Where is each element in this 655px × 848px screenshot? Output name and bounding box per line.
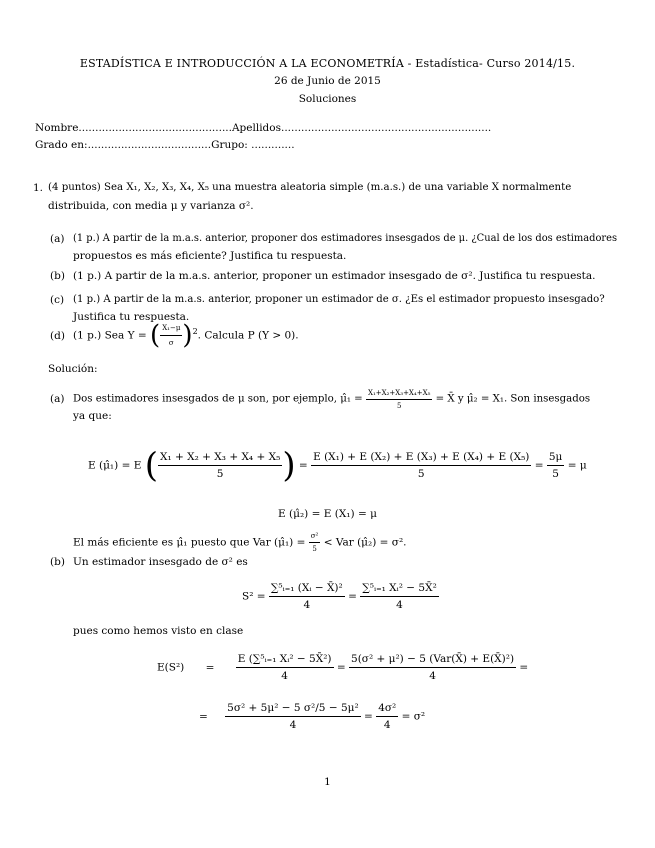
sol-b-text: Un estimador insesgado de σ² es	[73, 556, 248, 568]
equation-s2: S² = $\frac{\text{∑⁵ᵢ₌₁ (Xᵢ − X̄)²}}{4}$ = $\frac{\text{∑⁵ᵢ₌₁ Xᵢ² − 5X̄²}}{4}$	[242, 582, 437, 611]
part-c-line1: (1 p.) A partir de la m.a.s. anterior, proponer un estimador de σ. ¿Es el estimador propuesto insesgado?	[73, 294, 605, 305]
eq1-num1: X₁ + X₂ + X₃ + X₄ + X₅	[158, 449, 282, 466]
surname-dots: ...............................................................	[281, 122, 492, 134]
s2-den1: 4	[303, 599, 311, 611]
eq1-lhs: E (μ̂₁) = E	[88, 459, 142, 472]
part-a-line2: propuestos es más eficiente? Justifica tu respuesta.	[73, 250, 347, 262]
part-c-line2: Justifica tu respuesta.	[73, 311, 190, 323]
sol-a-frac-num: X₁+X₂+X₃+X₄+X₅	[366, 387, 432, 400]
part-d-text1: (1 p.) Sea Y =	[73, 329, 147, 342]
eq1-open-paren: (	[144, 445, 158, 486]
eff-den: 5	[312, 545, 317, 553]
part-d-frac-num: X₁−μ	[160, 321, 182, 336]
problem-intro-line2: distribuida, con media μ y varianza σ².	[48, 200, 254, 212]
problem-number: 1.	[33, 182, 44, 194]
sol-a-line2: ya que:	[73, 410, 112, 422]
sol-a-text2: = X̄ y μ̂₂ = X₁. Son insesgados	[435, 393, 591, 405]
open-paren: (	[150, 320, 161, 351]
efficiency-line	[73, 530, 407, 555]
equation-mu1: E (μ̂₁) = E ( $\frac{\text{X₁ + X₂ + X₃ + X₄ + X₅}}{5}$ ) = $\frac{\text{E (X₁) + E (X₂) + E (X₃) + E (X₄) + E (X₅)}}{5}$ = $\frac{5\mu}{5}$ = μ	[88, 445, 587, 486]
part-d-fraction	[160, 321, 182, 350]
degree-dots: .....................................	[87, 139, 212, 151]
equation-mu2: E (μ̂₂) = E (X₁) = μ	[278, 508, 377, 520]
s2-num1: ∑⁵ᵢ₌₁ (Xᵢ − X̄)²	[269, 580, 345, 597]
sol-a-frac-den: 5	[396, 402, 402, 410]
es2-den1: 4	[281, 670, 288, 682]
degree-label: Grado en:	[35, 139, 88, 151]
part-d-content: (1 p.) Sea Y = ( $\frac{\text{X₁−μ}}{\sigma}$ )$^2$. Calcula P (Y > 0).	[73, 320, 299, 351]
problem-intro-line1: (4 puntos) Sea X₁, X₂, X₃, X₄, X₅ una muestra aleatoria simple (m.a.s.) de una variable X normalmente	[48, 182, 572, 193]
group-label: Grupo:	[211, 139, 248, 151]
sol-a-line1	[73, 387, 590, 412]
s2-frac1	[269, 580, 345, 613]
es2-frac2	[349, 651, 516, 684]
eq1-frac1	[158, 449, 282, 482]
eq1-num3: 5μ	[547, 449, 565, 466]
es2-lhs: E(S²)	[157, 661, 185, 674]
title-main: ESTADÍSTICA E INTRODUCCIÓN A LA ECONOMETRÍA	[79, 57, 404, 70]
eq1-den3: 5	[552, 468, 559, 480]
group-dots: .............	[247, 139, 295, 151]
eq1-end: = μ	[567, 459, 587, 472]
name-dots: ..............................................	[78, 122, 232, 134]
name-label: Nombre	[35, 122, 79, 134]
equation-es2-line1: E(S²) = $\frac{\text{E (∑⁵ᵢ₌₁ Xᵢ² − 5X̄²)}}{4}$ = $\frac{\text{5(σ² + μ²) − 5 (Var(X̄) + E(X̄)²)}}{4}$ =	[157, 653, 529, 682]
sol-a-text1: Dos estimadores insesgados de μ son, por ejemplo, μ̂₁ =	[73, 393, 363, 405]
eff-fraction	[309, 530, 321, 555]
degree-field	[35, 139, 295, 151]
eq1-num2: E (X₁) + E (X₂) + E (X₃) + E (X₄) + E (X₅)	[311, 449, 531, 466]
es2-frac1	[236, 651, 334, 684]
es2-den2: 4	[429, 670, 436, 682]
eq1-den2: 5	[417, 468, 425, 480]
es3-frac2	[376, 700, 398, 733]
solution-heading: Solución:	[48, 363, 98, 375]
name-field	[35, 122, 491, 134]
s2-den2: 4	[396, 599, 403, 611]
part-d-frac-den: σ	[168, 339, 174, 347]
es2-num1: E (∑⁵ᵢ₌₁ Xᵢ² − 5X̄²)	[236, 651, 334, 668]
part-c-label: (c)	[50, 294, 65, 306]
subtitle: Soluciones	[298, 93, 357, 105]
part-d-label: (d)	[50, 330, 65, 342]
es3-frac1	[225, 700, 361, 733]
part-a-label: (a)	[50, 233, 65, 245]
sol-a-label: (a)	[50, 393, 65, 405]
s2-num2: ∑⁵ᵢ₌₁ Xᵢ² − 5X̄²	[360, 580, 439, 597]
es3-den2: 4	[383, 719, 391, 731]
es3-num1: 5σ² + 5μ² − 5 σ²/5 − 5μ²	[225, 700, 361, 717]
page-title	[0, 57, 655, 70]
eff-text2: < Var (μ̂₂) = σ².	[323, 536, 407, 549]
eq1-frac3	[547, 449, 565, 482]
part-b-line1: (1 p.) A partir de la m.a.s. anterior, proponer un estimador insesgado de σ². Justifica tu respuesta.	[73, 270, 596, 282]
part-b-label: (b)	[50, 270, 65, 282]
es2-num2: 5(σ² + μ²) − 5 (Var(X̄) + E(X̄)²)	[349, 651, 516, 668]
eq1-den1: 5	[216, 468, 224, 480]
equation-es2-line2: = $\frac{\text{5σ² + 5μ² − 5 σ²/5 − 5μ²}}{4}$ = $\frac{\text{4σ²}}{4}$ = σ²	[199, 702, 426, 731]
title-sub: - Estadística- Curso 2014/15.	[403, 57, 576, 70]
page-number: 1	[324, 776, 331, 788]
eq1-frac2	[311, 449, 531, 482]
eff-num: σ²	[309, 530, 321, 543]
surname-label: Apellidos	[231, 122, 281, 134]
s2-frac2	[360, 580, 439, 613]
s2-lhs: S² =	[242, 590, 266, 603]
es3-den1: 4	[289, 719, 297, 731]
exam-date: 26 de Junio de 2015	[274, 75, 381, 87]
es3-end: = σ²	[401, 710, 426, 723]
eff-text1: El más eficiente es μ̂₁ puesto que Var (μ̂₁) =	[73, 536, 306, 549]
sol-b-label: (b)	[50, 556, 65, 568]
sol-a-fraction	[366, 387, 432, 412]
close-paren: )	[182, 320, 193, 351]
part-d-text2: . Calcula P (Y > 0).	[197, 329, 299, 342]
part-a-line1: (1 p.) A partir de la m.a.s. anterior, proponer dos estimadores insesgados de μ. ¿Cual de los dos estimadores	[73, 233, 618, 244]
es3-num2: 4σ²	[376, 700, 398, 717]
sol-b-text2: pues como hemos visto en clase	[73, 625, 244, 637]
eq1-close-paren: )	[282, 445, 296, 486]
